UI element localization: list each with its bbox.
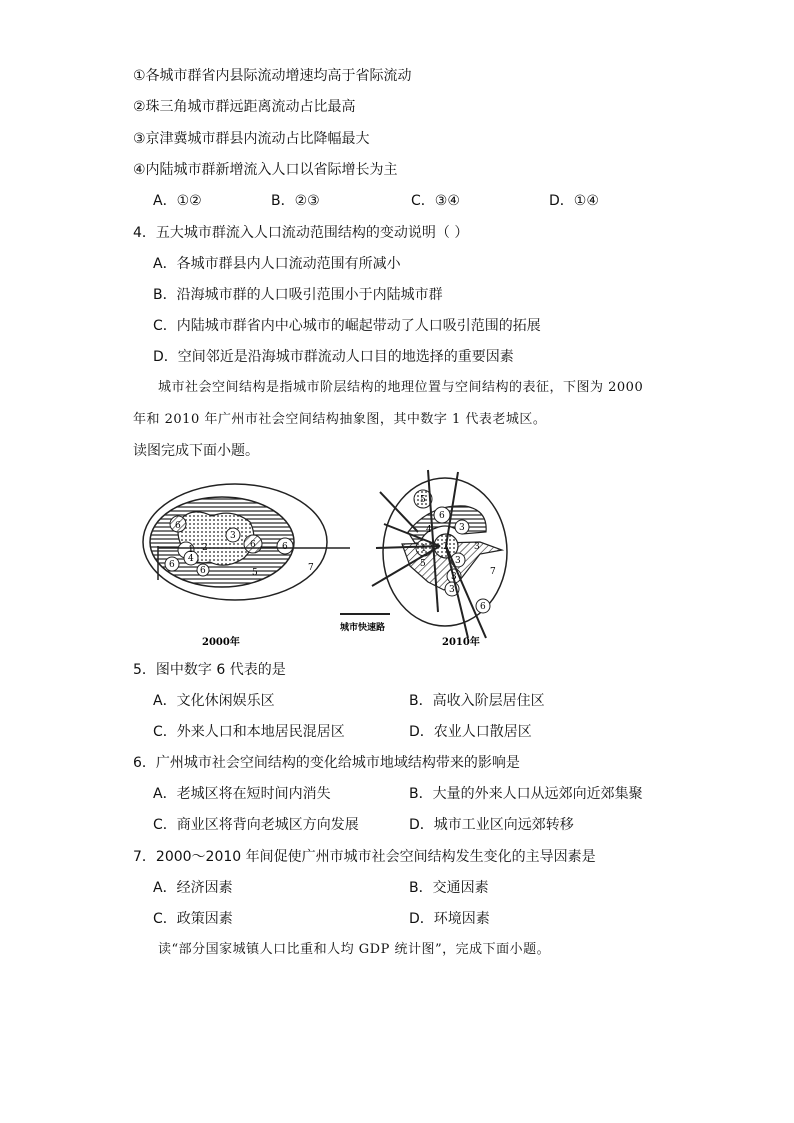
zone-number: 6 xyxy=(200,566,206,576)
q7-option-d[interactable]: D．环境因素 xyxy=(409,911,490,927)
zone-number: 6 xyxy=(250,540,256,550)
zone-number: 3 xyxy=(230,531,236,541)
q5-option-d[interactable]: D．农业人口散居区 xyxy=(409,724,532,740)
passage-line-2: 年和 2010 年广州市社会空间结构抽象图，其中数字 1 代表老城区。 xyxy=(133,412,547,427)
q7-option-c[interactable]: C．政策因素 xyxy=(153,911,233,927)
label-2000: 2000年 xyxy=(202,637,240,648)
q5-option-b[interactable]: B．高收入阶层居住区 xyxy=(409,693,545,709)
zone-number: 5 xyxy=(420,559,426,569)
q3-statement-2: ②珠三角城市群远距离流动占比最高 xyxy=(133,99,356,115)
q7-stem: 7．2000～2010 年间促使广州市城市社会空间结构发生变化的主导因素是 xyxy=(133,849,596,865)
q5-option-a[interactable]: A．文化休闲娱乐区 xyxy=(153,693,275,709)
q5-stem: 5．图中数字 6 代表的是 xyxy=(133,662,286,678)
q3-option-c[interactable]: C．③④ xyxy=(411,193,460,209)
zone-number: 3 xyxy=(451,572,457,582)
zone-number: 6 xyxy=(480,602,486,612)
zone-number: 3 xyxy=(459,523,465,533)
zone-number: 1 xyxy=(421,544,427,554)
zone-number: 2 xyxy=(443,542,449,552)
q6-stem: 6．广州城市社会空间结构的变化给城市地域结构带来的影响是 xyxy=(133,755,520,771)
expressway-legend-label: 城市快速路 xyxy=(340,623,386,633)
zone-number: 5 xyxy=(252,568,258,578)
q6-option-c[interactable]: C．商业区将背向老城区方向发展 xyxy=(153,817,359,833)
label-2010: 2010年 xyxy=(442,637,480,648)
zone-number: 6 xyxy=(439,511,445,521)
q6-option-b[interactable]: B．大量的外来人口从远郊向近郊集聚 xyxy=(409,786,643,802)
q4-stem: 4．五大城市群流入人口流动范围结构的变动说明（ ） xyxy=(133,225,469,241)
q7-option-b[interactable]: B．交通因素 xyxy=(409,880,489,896)
q7-option-a[interactable]: A．经济因素 xyxy=(153,880,233,896)
zone-number: 3 xyxy=(455,556,461,566)
q6-option-d[interactable]: D．城市工业区向远郊转移 xyxy=(409,817,574,833)
zone-number: 4 xyxy=(426,525,432,535)
map-2000 xyxy=(143,484,350,600)
zone-number: 3 xyxy=(449,585,455,595)
q5-option-c[interactable]: C．外来人口和本地居民混居区 xyxy=(153,724,345,740)
q4-option-a[interactable]: A．各城市群县内人口流动范围有所减小 xyxy=(153,256,401,272)
zone-number: 5 xyxy=(420,495,426,505)
q3-statement-3: ③京津冀城市群县内流动占比降幅最大 xyxy=(133,131,370,147)
zone-number: 2 xyxy=(202,543,208,553)
map-2010 xyxy=(372,470,507,638)
q4-option-b[interactable]: B．沿海城市群的人口吸引范围小于内陆城市群 xyxy=(153,287,443,303)
passage-line-1: 城市社会空间结构是指城市阶层结构的地理位置与空间结构的表征，下图为 2000 xyxy=(158,380,644,395)
q3-statement-4: ④内陆城市群新增流入人口以省际增长为主 xyxy=(133,162,398,178)
zone-number: 3 xyxy=(474,542,480,552)
zone-number: 4 xyxy=(188,554,194,564)
zone-number: 6 xyxy=(282,542,288,552)
q3-statement-1: ①各城市群省内县际流动增速均高于省际流动 xyxy=(133,68,412,84)
zone-number: 7 xyxy=(490,567,496,577)
zone-number: 6 xyxy=(169,560,175,570)
q3-option-a[interactable]: A．①② xyxy=(153,193,202,209)
zone-number: 7 xyxy=(308,563,314,573)
closing-instruction: 读“部分国家城镇人口比重和人均 GDP 统计图”，完成下面小题。 xyxy=(158,942,551,957)
q3-option-b[interactable]: B．②③ xyxy=(271,193,320,209)
passage-instruction: 读图完成下面小题。 xyxy=(133,443,259,459)
q4-option-d[interactable]: D．空间邻近是沿海城市群流动人口目的地选择的重要因素 xyxy=(153,349,514,365)
guangzhou-social-space-figure xyxy=(140,462,560,652)
q3-option-d[interactable]: D．①④ xyxy=(549,193,599,209)
zone-number: 1 xyxy=(188,545,194,555)
q6-option-a[interactable]: A．老城区将在短时间内消失 xyxy=(153,786,331,802)
zone-number: 6 xyxy=(175,521,181,531)
q4-option-c[interactable]: C．内陆城市群省内中心城市的崛起带动了人口吸引范围的拓展 xyxy=(153,318,541,334)
